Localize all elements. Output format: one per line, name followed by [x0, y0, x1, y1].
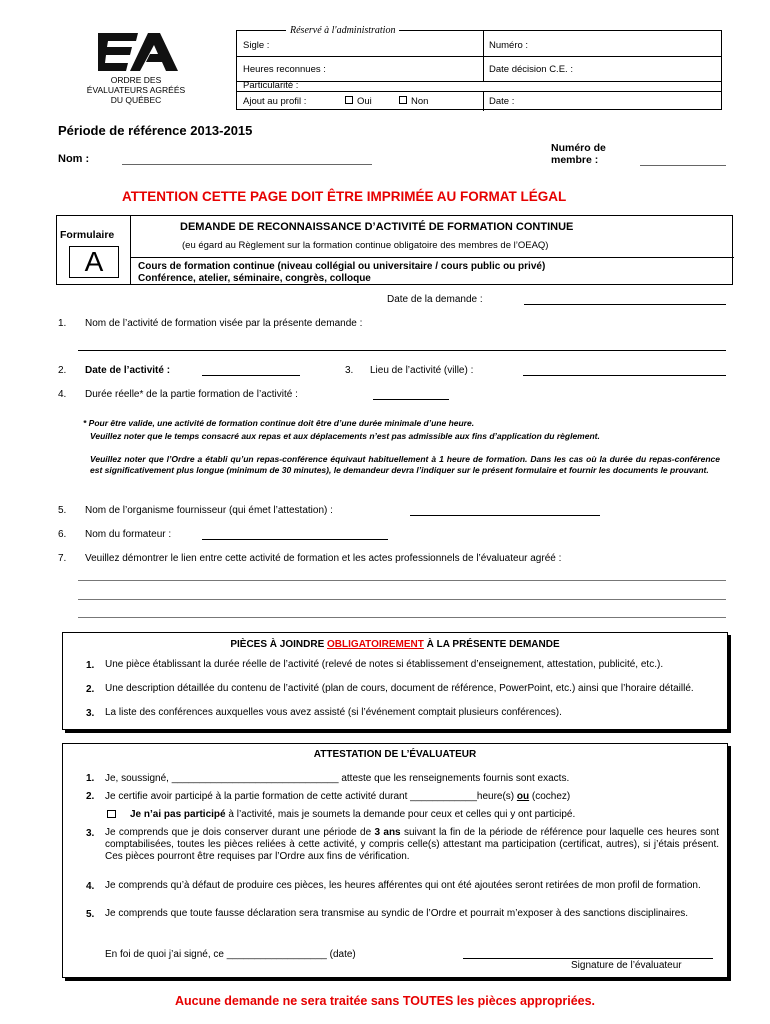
- pieces-item-3: La liste des conférences auxquelles vous avez assisté (si l’événement comptait plusieurs conférences).: [105, 707, 562, 718]
- attest-3-num: 3.: [86, 828, 95, 839]
- note-repas: Veuillez noter que le temps consacré aux repas et aux déplacements n’est pas admissible aux fins d’application du règlement.: [90, 431, 600, 441]
- q6-field[interactable]: [202, 539, 388, 540]
- q1-field[interactable]: [78, 350, 726, 351]
- attest-3: Je comprends que je dois conserver durant une période de 3 ans suivant la fin de la période de référence pour laquelle ces heures sont comptabilisées, toutes les pièces reliées à cette activité, y compris celle(s) attestant ma participation (certificat, autres), si j’étais présent. Ces pièces pourront être requises par l’Ordre aux fins de vérification.: [105, 827, 720, 862]
- q3-field[interactable]: [523, 375, 726, 376]
- date-decision-label: Date décision C.E. :: [489, 64, 573, 75]
- q6-number: 6.: [58, 529, 67, 540]
- oeaq-logo-mark: [98, 33, 178, 71]
- periode-reference: Période de référence 2013-2015: [58, 123, 253, 138]
- numero-membre-field[interactable]: [640, 165, 726, 166]
- numero-label: Numéro :: [489, 40, 529, 51]
- q1-label: Nom de l’activité de formation visée par la présente demande :: [85, 318, 363, 329]
- q3-label: Lieu de l’activité (ville) :: [370, 365, 474, 376]
- date-demande-label: Date de la demande :: [387, 294, 483, 305]
- q4-label: Durée réelle* de la partie formation de l’activité :: [85, 389, 298, 400]
- date-demande-field[interactable]: [524, 304, 726, 305]
- q4-field[interactable]: [373, 399, 449, 400]
- formulaire-letter-box: A: [69, 246, 119, 278]
- attest-5: Je comprends que toute fausse déclaration sera transmise au syndic de l’Ordre et pourrait m’exposer à des sanctions disciplinaires.: [105, 908, 689, 919]
- q7-number: 7.: [58, 553, 67, 564]
- q5-field[interactable]: [410, 515, 600, 516]
- q7-field-line-1[interactable]: [78, 580, 726, 581]
- not-participated-checkbox[interactable]: [107, 810, 120, 821]
- q7-label: Veuillez démontrer le lien entre cette activité de formation et les actes professionnels de l’évaluateur agréé :: [85, 553, 562, 564]
- attest-2: Je certifie avoir participé à la partie formation de cette activité durant ____________heure(s) ou (cochez): [105, 791, 571, 802]
- oui-checkbox[interactable]: Oui: [345, 96, 372, 107]
- attest-1-num: 1.: [86, 773, 95, 784]
- q6-label: Nom du formateur :: [85, 529, 172, 540]
- heures-label: Heures reconnues :: [243, 64, 326, 75]
- pieces-item-2: Une description détaillée du contenu de l’activité (plan de cours, document de référence, PowerPoint, etc.) ainsi que l’horaire détaillé.: [105, 683, 694, 694]
- footer-warning: Aucune demande ne sera traitée sans TOUTES les pièces appropriées.: [174, 994, 596, 1008]
- q5-number: 5.: [58, 505, 67, 516]
- org-name: ORDRE DES ÉVALUATEURS AGRÉÉS DU QUÉBEC: [86, 75, 186, 105]
- form-type-line2: Conférence, atelier, séminaire, congrès, colloque: [138, 273, 371, 284]
- pieces-title: PIÈCES À JOINDRE OBLIGATOIREMENT À LA PRÉSENTE DEMANDE: [230, 639, 560, 650]
- q2-field[interactable]: [202, 375, 300, 376]
- q3-number: 3.: [345, 365, 354, 376]
- pieces-item-2-num: 2.: [86, 684, 95, 695]
- nom-field[interactable]: [122, 164, 372, 165]
- pieces-item-3-num: 3.: [86, 708, 95, 719]
- non-checkbox[interactable]: Non: [399, 96, 428, 107]
- attestation-title: ATTESTATION DE L’ÉVALUATEUR: [313, 749, 477, 760]
- attest-2-checkbox-label: Je n’ai pas participé à l’activité, mais je soumets la demande pour ceux et celles qui y ont participé.: [130, 809, 576, 820]
- signature-field[interactable]: [463, 958, 713, 959]
- date-label: Date :: [489, 96, 515, 107]
- admin-title: Réservé à l'administration: [286, 25, 399, 36]
- pieces-item-1-num: 1.: [86, 660, 95, 671]
- admin-box: [236, 30, 722, 110]
- q2-label: Date de l’activité :: [85, 365, 171, 376]
- nom-label: Nom :: [58, 153, 90, 165]
- q7-field-line-3[interactable]: [78, 617, 726, 618]
- pieces-box: [62, 632, 728, 730]
- signed-date: En foi de quoi j’ai signé, ce __________________ (date): [105, 949, 356, 960]
- attest-5-num: 5.: [86, 909, 95, 920]
- attention-banner: ATTENTION CETTE PAGE DOIT ÊTRE IMPRIMÉE AU FORMAT LÉGAL: [122, 189, 567, 204]
- particularite-label: Particularité :: [243, 80, 299, 91]
- form-type-line1: Cours de formation continue (niveau collégial ou universitaire / cours public ou privé): [138, 261, 546, 272]
- q5-label: Nom de l’organisme fournisseur (qui émet l’attestation) :: [85, 505, 333, 516]
- form-title: DEMANDE DE RECONNAISSANCE D’ACTIVITÉ DE FORMATION CONTINUE: [180, 221, 574, 233]
- attest-2-num: 2.: [86, 791, 95, 802]
- q4-number: 4.: [58, 389, 67, 400]
- signature-label: Signature de l’évaluateur: [571, 960, 682, 971]
- q2-number: 2.: [58, 365, 67, 376]
- note-repas-conference: Veuillez noter que l’Ordre a établi qu’un repas-conférence équivaut habituellement à 1 heure de formation. Dans les cas où la durée du repas-conférence est significativement plus longue (minimum de 30 minutes), le demandeur devra l’indiquer sur le présent formulaire et fournir les documents le prouvant.: [90, 454, 720, 475]
- q7-field-line-2[interactable]: [78, 599, 726, 600]
- formulaire-label: Formulaire: [60, 229, 115, 241]
- attest-1: Je, soussigné, ______________________________ atteste que les renseignements fournis sont exacts.: [105, 773, 570, 784]
- attestation-box: [62, 743, 728, 978]
- attest-4: Je comprends qu’à défaut de produire ces pièces, les heures afférentes qui ont été ajoutées seront retirées de mon profil de formation.: [105, 880, 701, 891]
- formulaire-box: [56, 215, 733, 285]
- form-subtitle: (eu égard au Règlement sur la formation continue obligatoire des membres de l’OEAQ): [182, 240, 549, 251]
- q1-number: 1.: [58, 318, 67, 329]
- note-minimum: * Pour être valide, une activité de formation continue doit être d’une durée minimale d’une heure.: [83, 418, 475, 428]
- sigle-label: Sigle :: [243, 40, 270, 51]
- ajout-label: Ajout au profil :: [243, 96, 307, 107]
- attest-4-num: 4.: [86, 881, 95, 892]
- pieces-item-1: Une pièce établissant la durée réelle de l’activité (relevé de notes si établissement d’enseignement, attestation, publicité, etc.).: [105, 659, 664, 670]
- numero-membre-label: Numéro de membre :: [551, 142, 606, 166]
